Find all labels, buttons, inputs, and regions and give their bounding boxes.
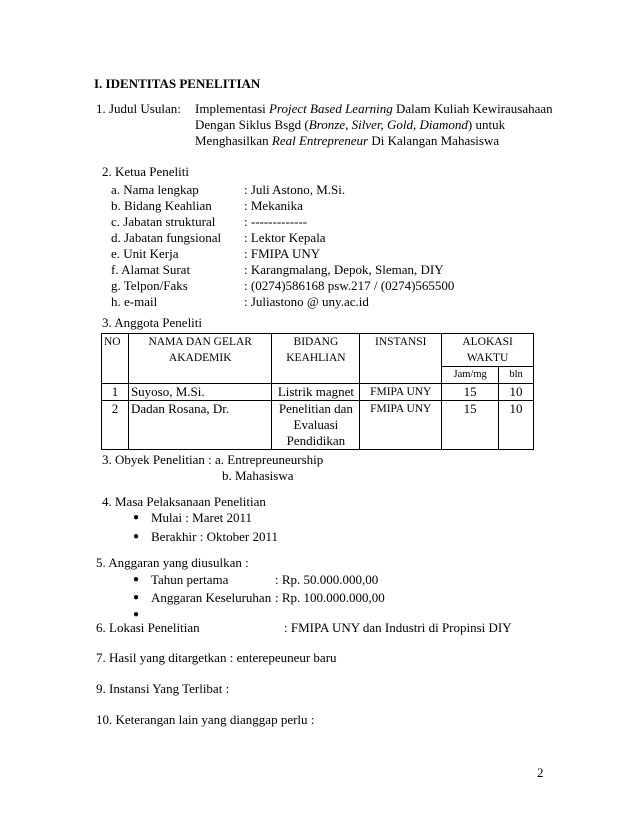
ketua-value: : Mekanika (244, 198, 303, 213)
ketua-label: a. Nama lengkap (111, 182, 199, 197)
cell-instansi: FMIPA UNY (360, 384, 442, 401)
table-row (102, 384, 534, 401)
ketua-label: d. Jabatan fungsional (111, 230, 222, 245)
ketua-value: : Juliastono @ uny.ac.id (244, 294, 369, 309)
col-no: NO (102, 334, 129, 384)
table-row (102, 401, 534, 450)
ketua-label: f. Alamat Surat (111, 262, 191, 277)
ketua-label: g. Telpon/Faks (111, 278, 188, 293)
table-header-row (102, 334, 534, 367)
masa-heading: 4. Masa Pelaksanaan Penelitian (102, 494, 266, 509)
judul-line-1: Implementasi Project Based Learning Dalam Kuliah Kewirausahaan (195, 101, 553, 116)
cell-nama: Suyoso, M.Si. (128, 384, 272, 401)
ketua-label: c. Jabatan struktural (111, 214, 216, 229)
col-alokasi: ALOKASI WAKTU (442, 334, 534, 367)
anggaran-total-value: : Rp. 100.000.000,00 (275, 590, 385, 605)
cell-bln: 10 (499, 384, 534, 401)
ketua-value: : Lektor Kepala (244, 230, 326, 245)
cell-bidang: Listrik magnet (272, 384, 360, 401)
bullet-icon: ● (133, 609, 140, 620)
anggaran-tahun-value: : Rp. 50.000.000,00 (275, 572, 379, 587)
col-instansi: INSTANSI (360, 334, 442, 384)
col-bidang: BIDANG KEAHLIAN (272, 334, 360, 384)
judul-line-3: Menghasilkan Real Entrepreneur Di Kalangan Mahasiswa (195, 133, 500, 148)
lokasi-value: : FMIPA UNY dan Industri di Propinsi DIY (284, 620, 512, 635)
obyek-line-1: 3. Obyek Penelitian : a. Entrepreuneurship (102, 452, 324, 467)
page-number: 2 (537, 765, 544, 780)
anggaran-total-label: Anggaran Keseluruhan (151, 590, 272, 605)
keterangan-line: 10. Keterangan lain yang dianggap perlu : (96, 712, 315, 727)
cell-nama: Dadan Rosana, Dr. (128, 401, 272, 450)
cell-no: 2 (102, 401, 129, 450)
ketua-label: b. Bidang Keahlian (111, 198, 212, 213)
masa-mulai: Mulai : Maret 2011 (151, 510, 252, 525)
col-bln: bln (499, 367, 534, 384)
ketua-value: : Juli Astono, M.Si. (244, 182, 346, 197)
anggota-table (101, 333, 534, 450)
ketua-value: : (0274)586168 psw.217 / (0274)565500 (244, 278, 455, 293)
anggaran-tahun-label: Tahun pertama (151, 572, 229, 587)
cell-jam: 15 (442, 401, 499, 450)
lokasi-label: 6. Lokasi Penelitian (96, 620, 200, 635)
bullet-icon: ● (133, 574, 140, 585)
obyek-line-2: b. Mahasiswa (222, 468, 294, 483)
anggota-heading: 3. Anggota Peneliti (102, 315, 203, 330)
judul-line-2: Dengan Siklus Bsgd (Bronze, Silver, Gold, Diamond) untuk (195, 117, 506, 132)
cell-instansi: FMIPA UNY (360, 401, 442, 450)
judul-label: 1. Judul Usulan: (96, 101, 181, 116)
ketua-heading: 2. Ketua Peneliti (102, 164, 190, 179)
bullet-icon: ● (133, 592, 140, 603)
bullet-icon: ● (133, 512, 140, 523)
cell-bln: 10 (499, 401, 534, 450)
ketua-label: e. Unit Kerja (111, 246, 179, 261)
cell-jam: 15 (442, 384, 499, 401)
ketua-value: : Karangmalang, Depok, Sleman, DIY (244, 262, 444, 277)
ketua-value: : FMIPA UNY (244, 246, 321, 261)
col-jam: Jam/mg (442, 367, 499, 384)
masa-berakhir: Berakhir : Oktober 2011 (151, 529, 278, 544)
bullet-icon: ● (133, 531, 140, 542)
ketua-value: : ------------- (244, 214, 308, 229)
col-nama: NAMA DAN GELAR AKADEMIK (128, 334, 272, 384)
anggaran-heading: 5. Anggaran yang diusulkan : (96, 555, 249, 570)
section-title: I. IDENTITAS PENELITIAN (94, 76, 261, 91)
instansi-terlibat-line: 9. Instansi Yang Terlibat : (96, 681, 230, 696)
hasil-line: 7. Hasil yang ditargetkan : enterepeuneur baru (96, 650, 337, 665)
cell-bidang: Penelitian dan Evaluasi Pendidikan (272, 401, 360, 450)
cell-no: 1 (102, 384, 129, 401)
ketua-label: h. e-mail (111, 294, 158, 309)
